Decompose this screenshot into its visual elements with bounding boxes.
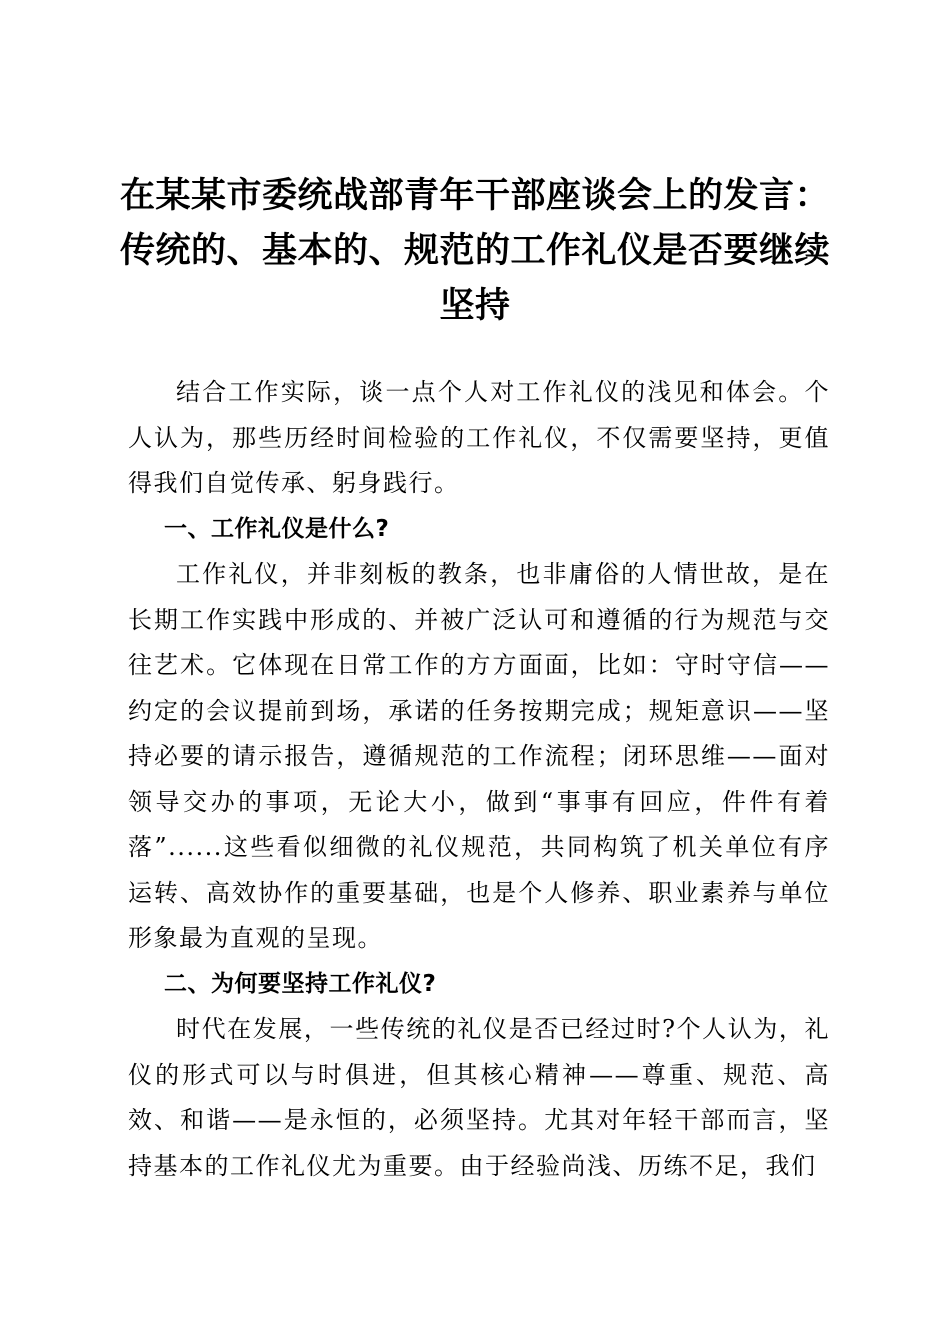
- document-body: [128, 370, 830, 1189]
- section-2-paragraph: 时代在发展，一些传统的礼仪是否已经过时?个人认为，礼仪的形式可以与时俱进，但其核心精神——尊重、规范、高效、和谐——是永恒的，必须坚持。尤其对年轻干部而言，坚持基本的工作礼仪尤为重要。由于经验尚浅、历练不足，我们: [128, 1015, 830, 1180]
- document-title: [100, 168, 850, 333]
- section-heading-1: 一、工作礼仪是什么?: [164, 515, 390, 542]
- title-line-3: 坚持: [439, 285, 511, 326]
- title-line-2: 传统的、基本的、规范的工作礼仪是否要继续: [119, 230, 830, 271]
- title-line-1: 在某某市委统战部青年干部座谈会上的发言：: [119, 175, 830, 216]
- section-1-paragraph: 工作礼仪，并非刻板的教条，也非庸俗的人情世故，是在长期工作实践中形成的、并被广泛认可和遵循的行为规范与交往艺术。它体现在日常工作的方方面面，比如：守时守信——约定的会议提前到场，承诺的任务按期完成；规矩意识——坚持必要的请示报告，遵循规范的工作流程；闭环思维——面对领导交办的事项，无论大小，做到“事事有回应，件件有着落”......这些看似细微的礼仪规范，共同构筑了机关单位有序运转、高效协作的重要基础，也是个人修养、职业素养与单位形象最为直观的呈现。: [128, 560, 830, 952]
- intro-paragraph: 结合工作实际，谈一点个人对工作礼仪的浅见和体会。个人认为，那些历经时间检验的工作礼仪，不仅需要坚持，更值得我们自觉传承、躬身践行。: [128, 378, 830, 497]
- section-heading-2: 二、为何要坚持工作礼仪?: [164, 970, 437, 997]
